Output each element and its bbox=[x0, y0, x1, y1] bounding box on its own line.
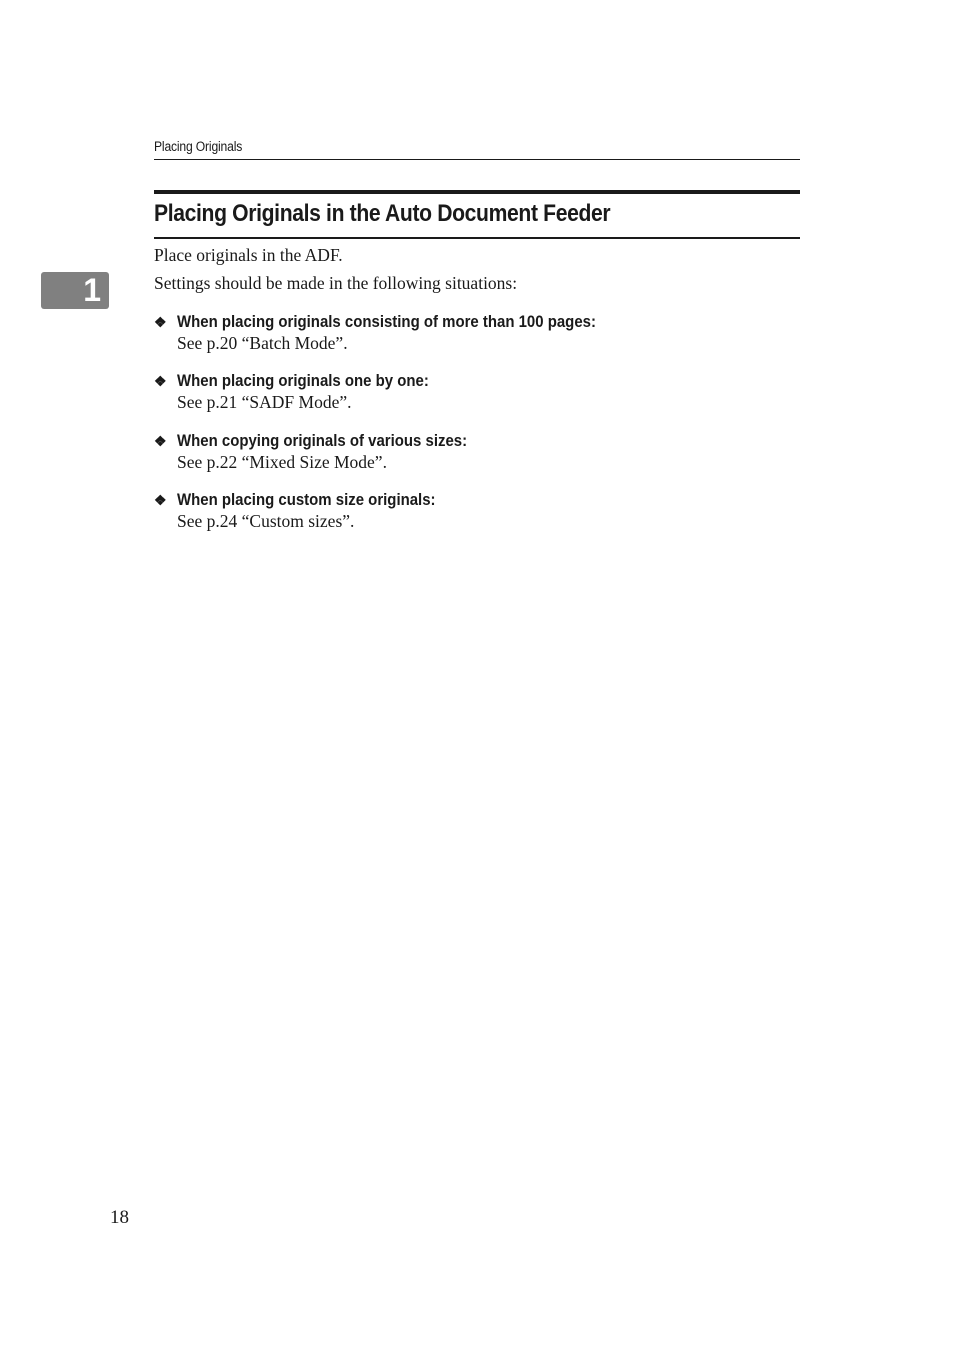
intro-line-2: Settings should be made in the following situations: bbox=[154, 273, 518, 293]
header-rule bbox=[154, 159, 800, 160]
running-header: Placing Originals bbox=[154, 139, 243, 154]
diamond-bullet-icon: ❖ bbox=[154, 314, 167, 330]
item-heading-label: When copying originals of various sizes: bbox=[177, 431, 468, 450]
item-heading-label: When placing originals consisting of more than 100 pages: bbox=[177, 312, 596, 331]
section-title: Placing Originals in the Auto Document Feeder bbox=[154, 200, 611, 227]
item-heading-label: When placing custom size originals: bbox=[177, 490, 436, 509]
diamond-bullet-icon: ❖ bbox=[154, 373, 167, 389]
title-rule-top bbox=[154, 190, 800, 194]
chapter-tab bbox=[41, 272, 109, 309]
chapter-number: 1 bbox=[83, 272, 101, 308]
list-item bbox=[154, 312, 653, 354]
item-heading bbox=[154, 431, 507, 451]
diamond-bullet-icon: ❖ bbox=[154, 492, 167, 508]
list-item bbox=[154, 431, 507, 473]
list-item bbox=[154, 490, 471, 532]
item-reference: See p.20 “Batch Mode”. bbox=[177, 333, 348, 353]
item-reference: See p.21 “SADF Mode”. bbox=[177, 392, 352, 412]
item-heading bbox=[154, 371, 463, 391]
diamond-bullet-icon: ❖ bbox=[154, 433, 167, 449]
title-rule-bottom bbox=[154, 237, 800, 239]
page-number: 18 bbox=[110, 1207, 129, 1228]
item-reference: See p.22 “Mixed Size Mode”. bbox=[177, 452, 387, 472]
item-heading bbox=[154, 312, 653, 332]
item-heading bbox=[154, 490, 471, 510]
item-heading-label: When placing originals one by one: bbox=[177, 371, 429, 390]
intro-line-1: Place originals in the ADF. bbox=[154, 245, 343, 265]
item-reference: See p.24 “Custom sizes”. bbox=[177, 511, 355, 531]
list-item bbox=[154, 371, 463, 413]
